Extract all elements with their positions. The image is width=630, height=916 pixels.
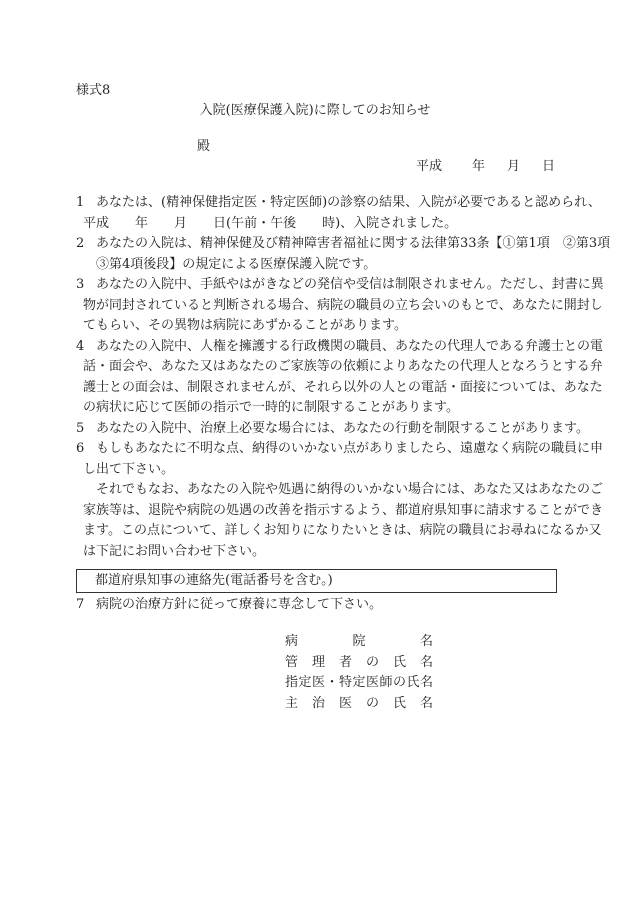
item-6-paragraph-line: それでもなお、あなたの入院や処遇に納得のいかない場合には、あなた又はあなたのご — [83, 482, 604, 497]
notice-item-6-line — [76, 460, 566, 481]
notice-item-6-line — [76, 439, 604, 460]
notice-item-3-line — [76, 275, 604, 296]
notice-item-2-line — [76, 234, 611, 255]
item-text: し出て下さい。 — [83, 461, 175, 477]
notice-item-2-line — [76, 255, 566, 276]
date-day: 日 — [541, 159, 555, 174]
notice-item-4-line — [76, 378, 603, 399]
item-text: あなたの入院は、精神保健及び精神障害者福祉に関する法律第33条【①第1項 ②第3項 — [96, 236, 611, 251]
notice-item-3-line — [76, 296, 603, 317]
document-body — [76, 193, 611, 715]
notice-item-4-line — [76, 357, 603, 378]
contact-box-label: 都道府県知事の連絡先(電話番号を含む。) — [95, 573, 333, 588]
signature-hospital-name: 病院名 — [285, 634, 433, 649]
signature-block — [285, 632, 433, 715]
item-6-paragraph-line: 家族等は、退院や病院の処遇の改善を指示するよう、都道府県知事に請求することができ — [83, 502, 604, 518]
item-number: 1 — [76, 195, 85, 210]
form-number: 様式8 — [76, 83, 111, 98]
notice-item-1-line — [76, 193, 601, 214]
date-month: 月 — [506, 159, 520, 174]
item-text: もしもあなたに不明な点、納得のいかない点がありましたら、遠慮なく病院の職員に申 — [96, 441, 604, 456]
addressee-suffix: 殿 — [197, 139, 211, 154]
item-number: 7 — [76, 597, 85, 612]
item-text: あなたの入院中、人権を擁護する行政機関の職員、あなたの代理人である弁護士との電 — [96, 338, 604, 354]
document-title: 入院(医療保護入院)に際してのお知らせ — [199, 103, 431, 118]
item-text: あなたの入院中、手紙やはがきなどの発信や受信は制限されません。ただし、封書に異 — [96, 277, 604, 292]
notice-items — [76, 193, 611, 562]
notice-item-5-line — [76, 419, 589, 440]
notice-item-1-line — [76, 214, 566, 235]
signature-attending-doctor-name: 主治医の氏名 — [285, 696, 433, 712]
item-text: あなたの入院中、治療上必要な場合には、あなたの行動を制限することがあります。 — [96, 420, 589, 436]
item-6-paragraph-line: ます。この点について、詳しくお知りになりたいときは、病院の職員にお尋ねになるか又 — [83, 523, 602, 538]
item-text: の病状に応じて医師の指示で一時的に制限することがあります。 — [83, 400, 459, 415]
date-year: 年 — [471, 159, 485, 174]
signature-administrator-name: 管理者の氏名 — [285, 654, 433, 670]
signature-designated-doctor-name: 指定医・特定医師の氏名 — [285, 675, 433, 691]
item-number: 6 — [76, 441, 85, 456]
notice-item-4-line — [76, 398, 566, 419]
notice-item-4-line — [76, 337, 604, 358]
item-text: あなたは、(精神保健指定医・特定医師)の診察の結果、入院が必要であると認められ、 — [96, 195, 601, 210]
contact-box — [76, 569, 557, 593]
date-era: 平成 — [415, 159, 442, 174]
item-text: ③第4項後段】の規定による医療保護入院です。 — [96, 256, 377, 272]
item-text: 病院の治療方針に従って療養に専念して下さい。 — [96, 597, 383, 612]
item-6-paragraph-line: は下記にお問い合わせ下さい。 — [83, 543, 266, 559]
notice-item-3-line — [76, 316, 566, 337]
item-number: 3 — [76, 277, 85, 292]
item-number: 4 — [76, 338, 85, 354]
item-text: 護士との面会は、制限されませんが、それら以外の人との電話・面接については、あなた — [83, 379, 603, 395]
item-number: 5 — [76, 420, 85, 436]
item-number: 2 — [76, 236, 85, 251]
notice-item-7 — [76, 597, 566, 613]
item-text: 平成 年 月 日(午前・午後 時)、入院されました。 — [83, 215, 458, 231]
item-text: てもらい、その異物は病院にあずかることがあります。 — [83, 318, 407, 333]
date-line — [416, 159, 555, 175]
item-text: 物が同封されていると判断される場合、病院の職員の立ち会いのもとで、あなたに開封し — [83, 297, 603, 313]
item-text: 話・面会や、あなた又はあなたのご家族等の依頼によりあなたの代理人となろうとする弁 — [83, 359, 603, 374]
